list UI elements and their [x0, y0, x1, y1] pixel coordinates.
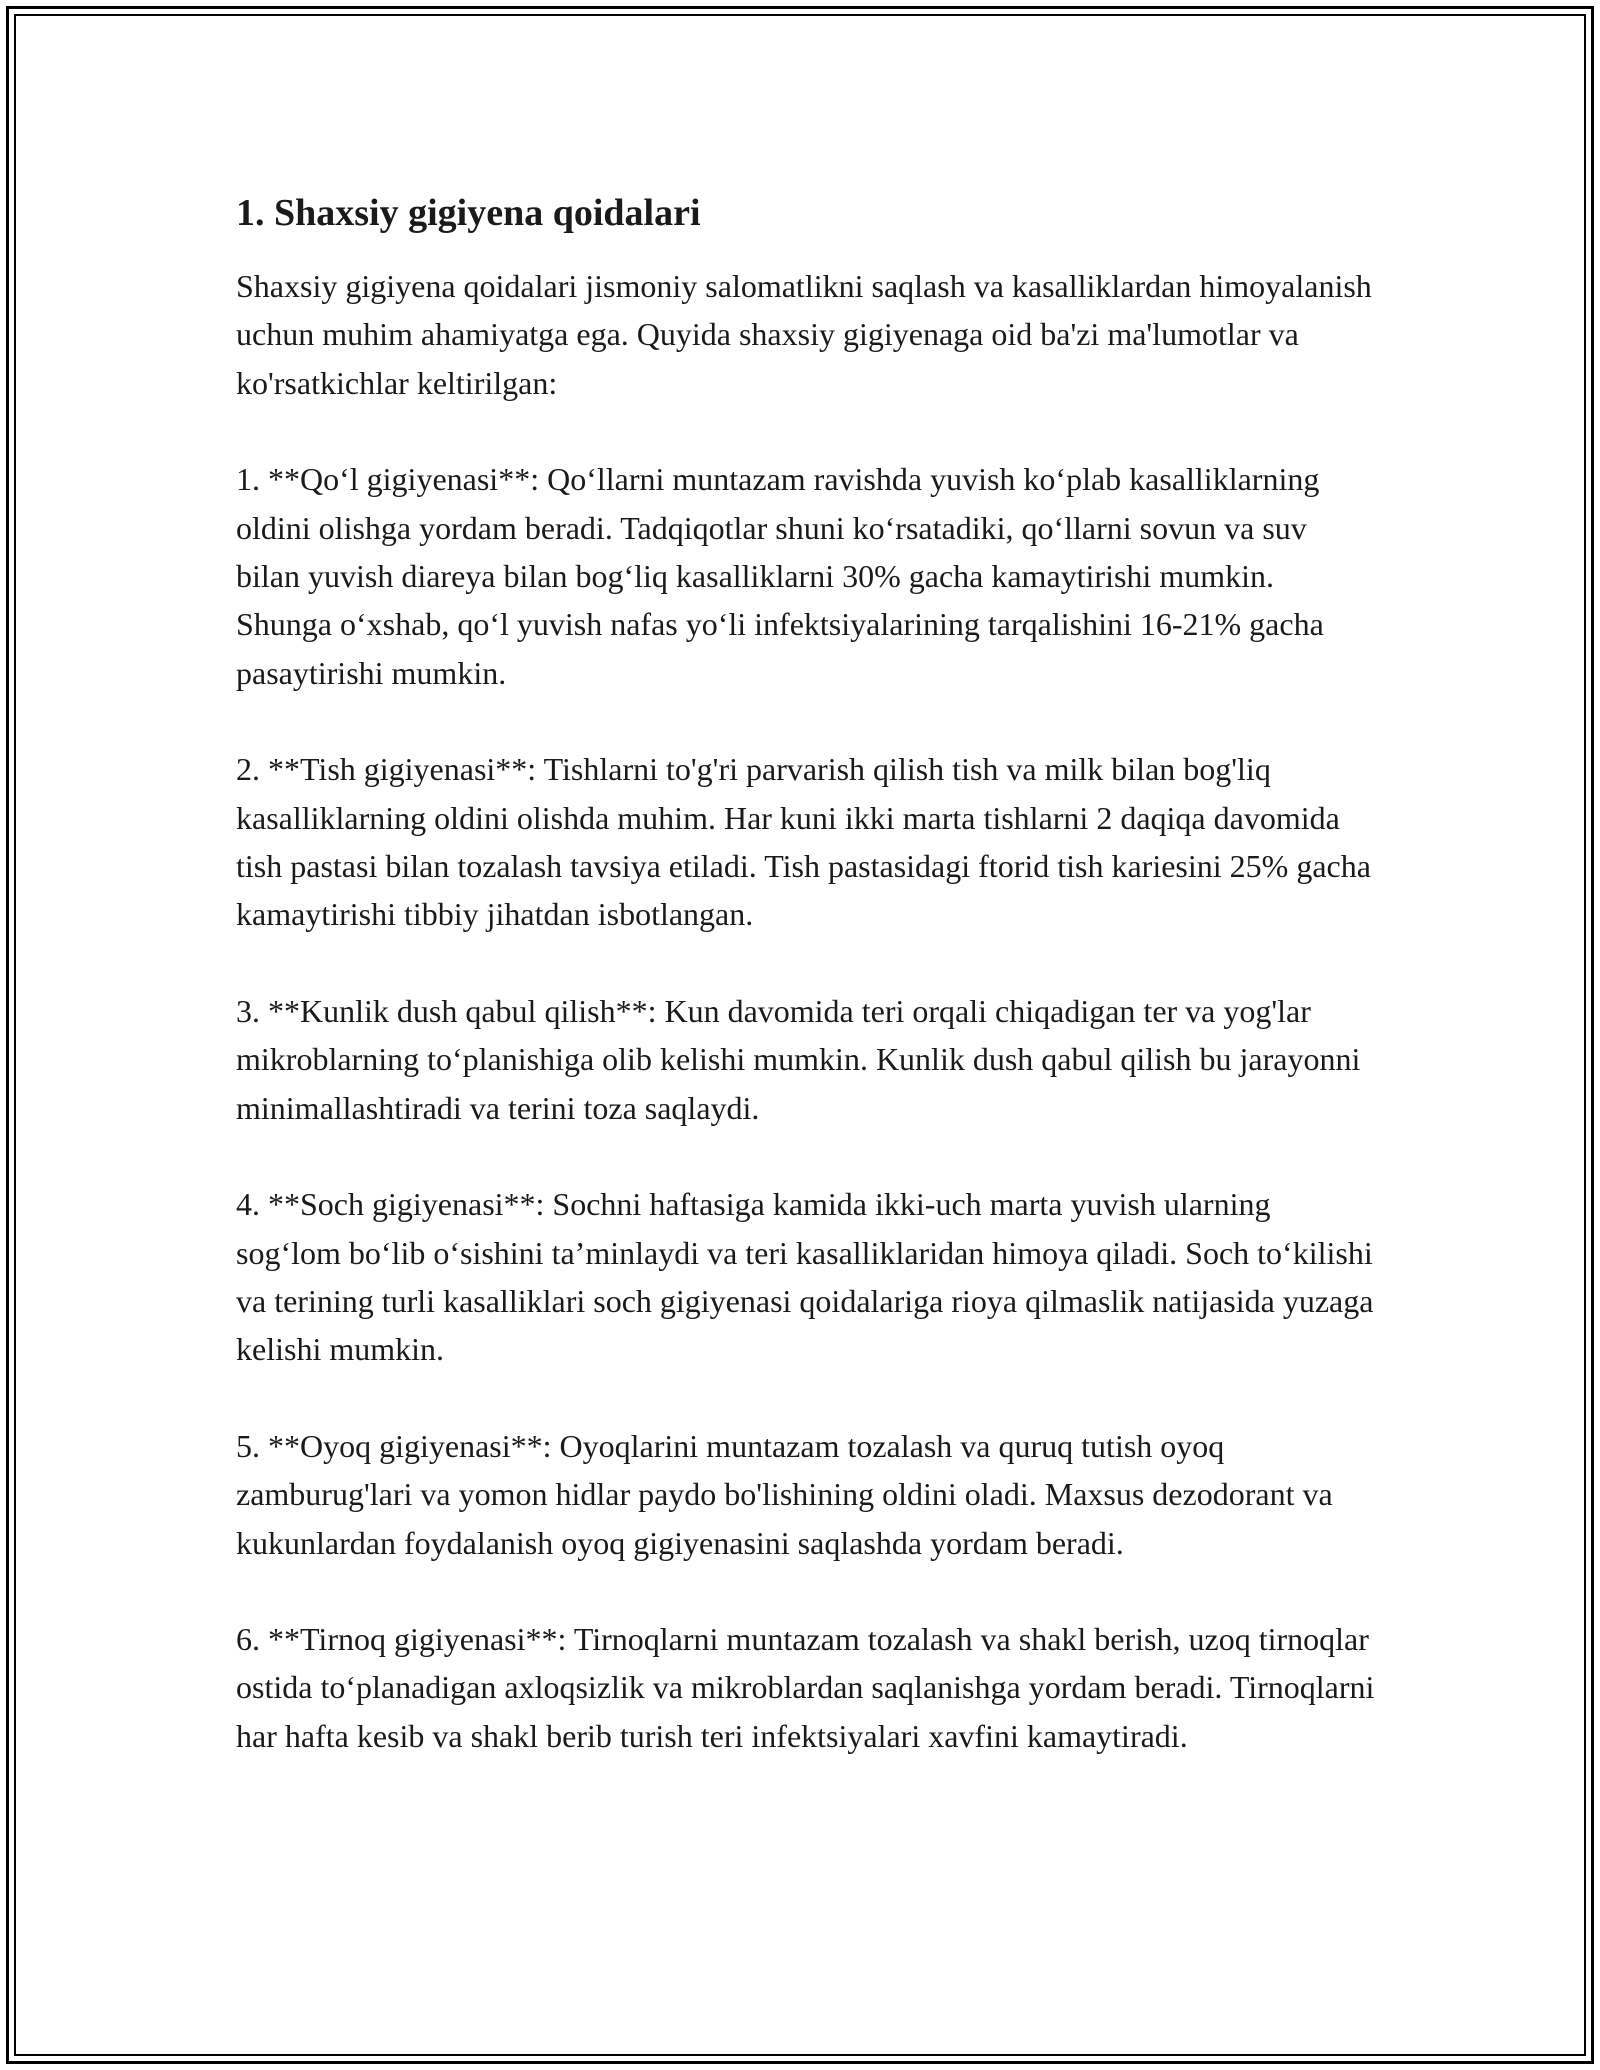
daily-shower-paragraph: 3. **Kunlik dush qabul qilish**: Kun davomida teri orqali chiqadigan ter va yog'lar mikroblarning toʻplanishiga olib kelishi mumkin. Kunlik dush qabul qilish bu jarayonni minimallashtiradi va terini toza saqlaydi.: [236, 992, 1361, 1126]
nail-hygiene-paragraph: 6. **Tirnoq gigiyenasi**: Tirnoqlarni muntazam tozalash va shakl berish, uzoq tirnoqlar ostida toʻplanadigan axloqsizlik va mikroblardan saqlanishga yordam beradi. Tirnoqlarni har hafta kesib va shakl berib turish teri infektsiyalari xavfini kamaytiradi.: [236, 1620, 1375, 1754]
document-title: 1. Shaxsiy gigiyena qoidalari: [236, 192, 701, 234]
foot-hygiene-paragraph: 5. **Oyoq gigiyenasi**: Oyoqlarini muntazam tozalash va quruq tutish oyoq zamburug'lari va yomon hidlar paydo bo'lishining oldini oladi. Maxsus dezodorant va kukunlardan foydalanish oyoq gigiyenasini saqlashda yordam beradi.: [236, 1427, 1333, 1561]
hand-hygiene-paragraph: 1. **Qoʻl gigiyenasi**: Qoʻllarni muntazam ravishda yuvish koʻplab kasalliklarning oldini olishga yordam beradi. Tadqiqotlar shuni koʻrsatadiki, qoʻllarni sovun va suv bilan yuvish diareya bilan bogʻliq kasalliklarni 30% gacha kamaytirishi mumkin. Shunga oʻxshab, qoʻl yuvish nafas yoʻli infektsiyalarining tarqalishini 16-21% gacha pasaytirishi mumkin.: [236, 461, 1324, 691]
hair-hygiene-paragraph: 4. **Soch gigiyenasi**: Sochni haftasiga kamida ikki-uch marta yuvish ularning sogʻlom boʻlib oʻsishini taʼminlaydi va teri kasalliklaridan himoya qiladi. Soch toʻkilishi va terining turli kasalliklari soch gigiyenasi qoidalariga rioya qilmaslik natijasida yuzaga kelishi mumkin.: [236, 1186, 1374, 1368]
document-body: [236, 186, 1376, 1808]
intro-paragraph: Shaxsiy gigiyena qoidalari jismoniy salomatlikni saqlash va kasalliklardan himoyalanish uchun muhim ahamiyatga ega. Quyida shaxsiy gigiyenaga oid ba'zi ma'lumotlar va ko'rsatkichlar keltirilgan:: [236, 268, 1372, 401]
dental-hygiene-paragraph: 2. **Tish gigiyenasi**: Tishlarni to'g'ri parvarish qilish tish va milk bilan bog'liq kasalliklarning oldini olishda muhim. Har kuni ikki marta tishlarni 2 daqiqa davomida tish pastasi bilan tozalash tavsiya etiladi. Tish pastasidagi ftorid tish kariesini 25% gacha kamaytirishi tibbiy jihatdan isbotlangan.: [236, 751, 1371, 933]
